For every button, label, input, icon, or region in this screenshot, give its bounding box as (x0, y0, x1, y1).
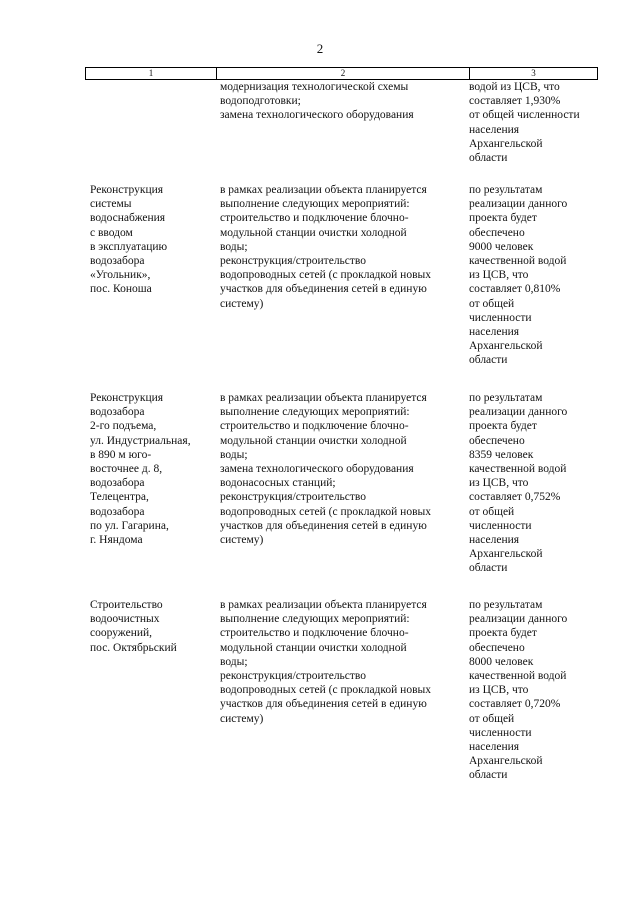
expected-result: по результатам реализации данного проекта будет обеспечено 8359 человек качественной водой из ЦСВ, что составляет 0,752% от общей численности населения Архангельской области (469, 392, 568, 575)
object-name: Реконструкция водозабора 2-го подъема, ул. Индустриальная, в 890 м юго- восточнее д. 8, водозабора Телецентра, водозабора по ул. Гагарина, г. Няндома (90, 392, 191, 547)
column-number-3: 3 (469, 68, 597, 79)
expected-result: водой из ЦСВ, что составляет 1,930% от общей численности населения Архангельской области (469, 81, 580, 165)
object-name: Реконструкция системы водоснабжения с вводом в эксплуатацию водозабора «Угольник», пос. Коноша (90, 184, 168, 296)
expected-result: по результатам реализации данного проекта будет обеспечено 8000 человек качественной водой из ЦСВ, что составляет 0,720% от общей численности населения Архангельской области (469, 599, 568, 782)
object-name: Строительство водоочистных сооружений, пос. Октябрьский (90, 599, 177, 654)
page-number: 2 (316, 41, 324, 56)
column-number-2: 2 (216, 68, 469, 79)
planned-activities: модернизация технологической схемы водоподготовки; замена технологического оборудования (220, 81, 414, 122)
table-header-row (85, 67, 598, 80)
column-number-1: 1 (148, 68, 154, 78)
planned-activities: в рамках реализации объекта планируется выполнение следующих мероприятий: строительство и подключение блочно- модульной станции очистки холодной воды; реконструкция/строительство водопроводных сетей (с прокладкой новых участков для объединения сетей в единую систему) (220, 184, 431, 310)
planned-activities: в рамках реализации объекта планируется выполнение следующих мероприятий: строительство и подключение блочно- модульной станции очистки холодной воды; реконструкция/строительство водопроводных сетей (с прокладкой новых участков для объединения сетей в единую систему) (220, 599, 431, 725)
expected-result: по результатам реализации данного проекта будет обеспечено 9000 человек качественной водой из ЦСВ, что составляет 0,810% от общей численности населения Архангельской области (469, 184, 568, 367)
planned-activities: в рамках реализации объекта планируется выполнение следующих мероприятий: строительство и подключение блочно- модульной станции очистки холодной воды; замена технологического оборудования водонасосных станций; реконструкция/строительство водопроводных сетей (с прокладкой новых участков для объединения сетей в единую систему) (220, 392, 431, 547)
